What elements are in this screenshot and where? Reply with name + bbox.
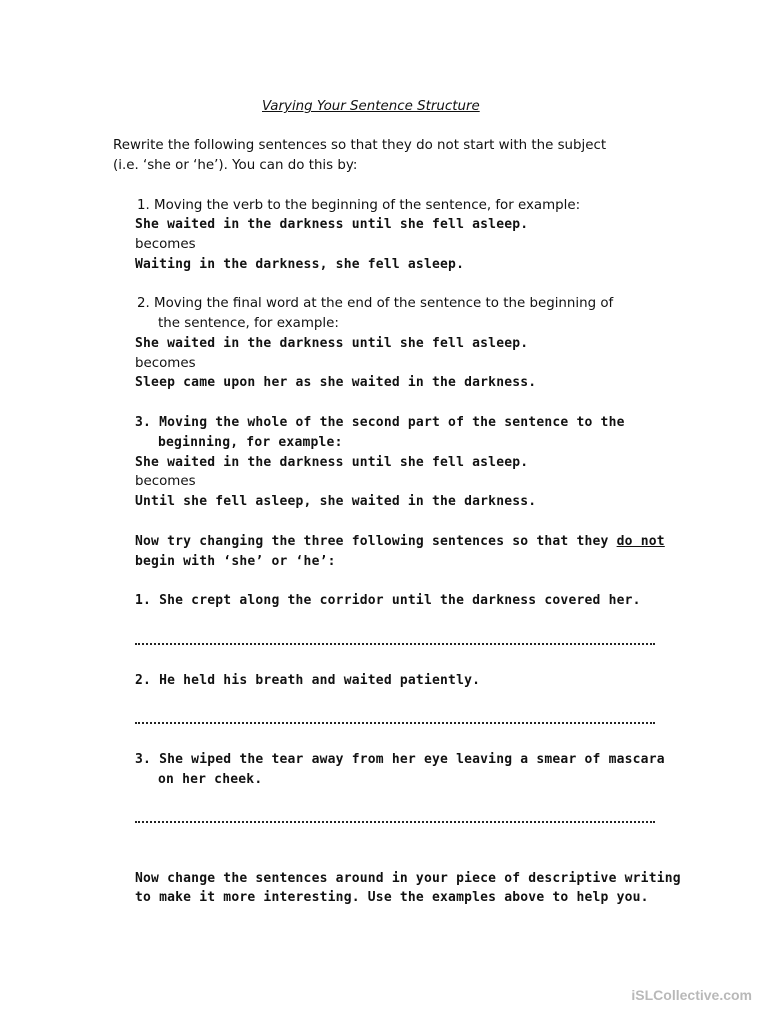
method-3-becomes: becomes	[135, 474, 196, 489]
page-title: Varying Your Sentence Structure	[262, 99, 480, 114]
exercise-2-answer-line[interactable]	[135, 720, 655, 724]
method-2-becomes: becomes	[135, 356, 196, 371]
exercise-3-sentence-cont: on her cheek.	[158, 772, 263, 787]
method-1-original: She waited in the darkness until she fell asleep.	[135, 217, 529, 232]
method-1-instruction: 1. Moving the verb to the beginning of the sentence, for example:	[137, 198, 581, 213]
exercise-3-sentence: 3. She wiped the tear away from her eye leaving a smear of mascara	[135, 752, 665, 767]
method-3-instruction: 3. Moving the whole of the second part of the sentence to the	[135, 415, 625, 430]
method-3-instruction-cont: beginning, for example:	[158, 435, 343, 450]
method-2-instruction-cont: the sentence, for example:	[158, 316, 339, 331]
closing-line-1: Now change the sentences around in your piece of descriptive writing	[135, 871, 681, 886]
method-2-instruction: 2. Moving the final word at the end of the sentence to the beginning of	[137, 296, 614, 311]
method-2-original: She waited in the darkness until she fell asleep.	[135, 336, 529, 351]
method-1-result: Waiting in the darkness, she fell asleep.	[135, 257, 465, 272]
method-3-result: Until she fell asleep, she waited in the darkness.	[135, 494, 537, 509]
task-line-1	[135, 533, 665, 551]
exercise-1-sentence: 1. She crept along the corridor until the darkness covered her.	[135, 593, 641, 608]
task-line-1-text: Now try changing the three following sentences so that they	[135, 534, 617, 549]
method-3-original: She waited in the darkness until she fell asleep.	[135, 455, 529, 470]
exercise-3-answer-line[interactable]	[135, 819, 655, 823]
method-1-becomes: becomes	[135, 237, 196, 252]
intro-line-2: (i.e. ‘she or ‘he’). You can do this by:	[113, 158, 358, 173]
task-emphasis: do not	[616, 534, 665, 549]
exercise-2-sentence: 2. He held his breath and waited patiently.	[135, 673, 481, 688]
exercise-1-answer-line[interactable]	[135, 641, 655, 645]
intro-line-1: Rewrite the following sentences so that they do not start with the subject	[113, 138, 607, 153]
task-line-2: begin with ‘she’ or ‘he’:	[135, 554, 336, 569]
method-2-result: Sleep came upon her as she waited in the darkness.	[135, 375, 537, 390]
closing-line-2: to make it more interesting. Use the examples above to help you.	[135, 890, 649, 905]
site-watermark: iSLCollective.com	[631, 987, 752, 1003]
